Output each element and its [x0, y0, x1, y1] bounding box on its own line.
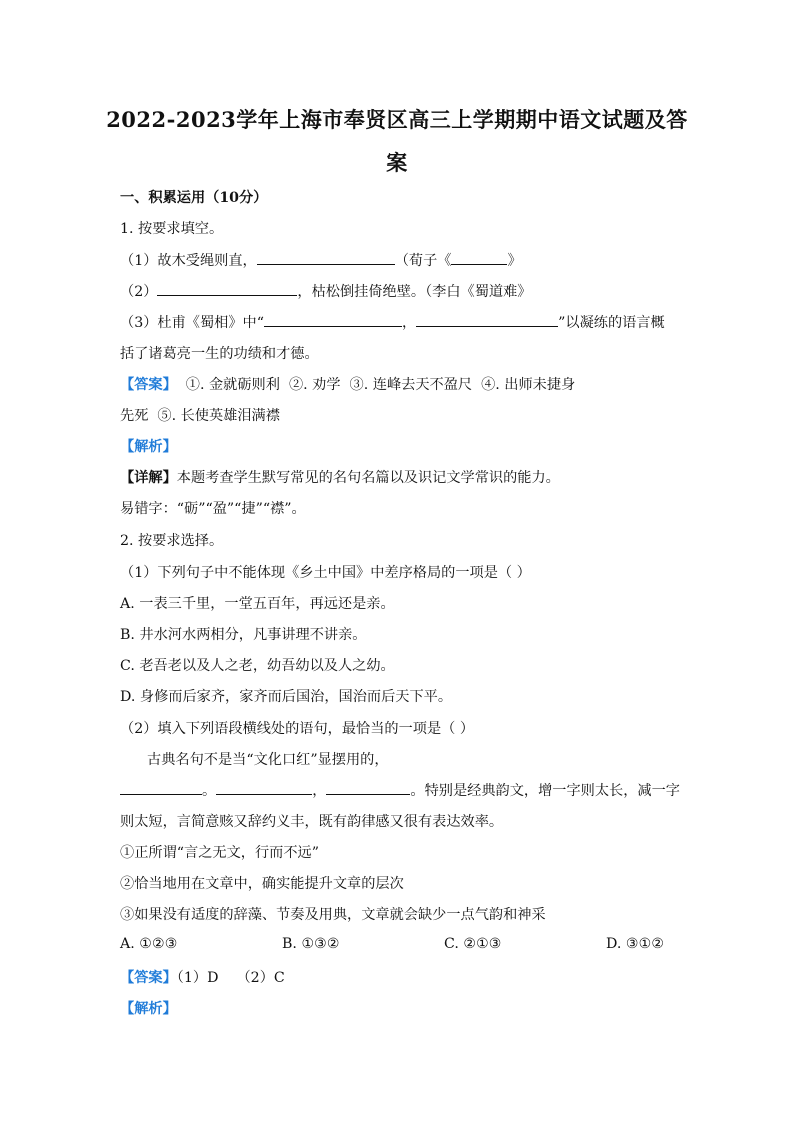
fill-blank	[326, 780, 410, 795]
q1-part3-text-a: （3）杜甫《蜀相》中“	[120, 315, 264, 331]
q1-answer-line-1	[120, 374, 575, 394]
item-1: ①正所谓“言之无文，行而不远”	[120, 845, 319, 861]
option-a: A. 一表三千里，一堂五百年，再远还是亲。	[120, 596, 395, 612]
fill-blank	[157, 281, 297, 296]
passage-line-2	[120, 780, 680, 800]
question-2-sub-2: （2）填入下列语段横线处的语句，最恰当的一项是（ ）	[120, 721, 475, 737]
q1-detail	[120, 467, 560, 487]
question-1-stem: 1. 按要求填空。	[120, 221, 224, 237]
fill-blank	[416, 312, 558, 327]
q1-part3-text-c: ”以凝练的语言概	[558, 315, 665, 331]
q2-answer	[120, 967, 285, 987]
passage-line-1: 古典名句不是当“文化口红”显摆用的，	[147, 752, 389, 768]
q1-answer-line-2: 先死 ⑤. 长使英雄泪满襟	[120, 408, 280, 424]
passage-text-a: 。	[202, 783, 217, 799]
detail-tag: 【详解】	[120, 470, 177, 486]
choice-a: A. ①②③	[120, 936, 178, 952]
q1-part3-text-b: ，	[401, 315, 417, 331]
question-1-part-3-cont: 括了诸葛亮一生的功绩和才德。	[120, 346, 319, 362]
q1-typo-note: 易错字：“砺”“盈”“捷”“襟”。	[120, 501, 306, 517]
passage-line-3: 则太短，言简意赅又辞约义丰，既有韵律感又很有表达效率。	[120, 814, 504, 830]
q1-part1-text-c: 》	[507, 253, 522, 269]
q1-part1-text-b: （荀子《	[394, 253, 452, 269]
question-1-part-3	[120, 312, 665, 332]
q1-part2-text-a: （2）	[120, 284, 158, 300]
option-d: D. 身修而后家齐，家齐而后国治，国治而后天下平。	[120, 689, 453, 705]
analysis-tag: 【解析】	[120, 439, 177, 455]
q2-answer-text: （1）D （2）C	[176, 970, 285, 986]
fill-blank	[264, 312, 402, 327]
option-b: B. 井水河水两相分，凡事讲理不讲亲。	[120, 627, 367, 643]
choice-b: B. ①③②	[282, 936, 340, 952]
fill-blank	[257, 250, 395, 265]
q1-answer-text: ①. 金就砺则利 ②. 劝学 ③. 连峰去天不盈尺 ④. 出师未捷身	[176, 377, 576, 393]
question-1-part-2	[120, 281, 532, 301]
option-c: C. 老吾老以及人之老，幼吾幼以及人之幼。	[120, 658, 395, 674]
question-2-stem: 2. 按要求选择。	[120, 533, 224, 549]
passage-text-b: ，	[312, 783, 327, 799]
question-1-part-1	[120, 250, 522, 270]
analysis-tag: 【解析】	[120, 1001, 177, 1017]
q1-part1-text-a: （1）故木受绳则直，	[120, 253, 257, 269]
choice-d: D. ③①②	[606, 936, 665, 952]
question-2-sub-1: （1）下列句子中不能体现《乡土中国》中差序格局的一项是（ ）	[120, 565, 531, 581]
q1-part2-text-b: ，枯松倒挂倚绝壁。（李白《蜀道难》	[297, 284, 532, 300]
passage-text-c: 。特别是经典韵文，增一字则太长，减一字	[410, 783, 680, 799]
fill-blank	[216, 780, 312, 795]
document-title-line-1: 2022-2023学年上海市奉贤区高三上学期期中语文试题及答	[106, 107, 688, 132]
document-title-line-2: 案	[386, 150, 408, 175]
item-2: ②恰当地用在文章中，确实能提升文章的层次	[120, 876, 404, 892]
section-heading: 一、积累运用（10分）	[120, 190, 268, 206]
choice-c: C. ②①③	[444, 936, 502, 952]
answer-tag: 【答案】	[120, 377, 177, 393]
detail-text: 本题考查学生默写常见的名句名篇以及识记文学常识的能力。	[176, 470, 560, 486]
fill-blank	[451, 250, 507, 265]
item-3: ③如果没有适度的辞藻、节奏及用典，文章就会缺少一点气韵和神采	[120, 907, 546, 923]
fill-blank	[120, 780, 202, 795]
answer-tag: 【答案】	[120, 970, 177, 986]
